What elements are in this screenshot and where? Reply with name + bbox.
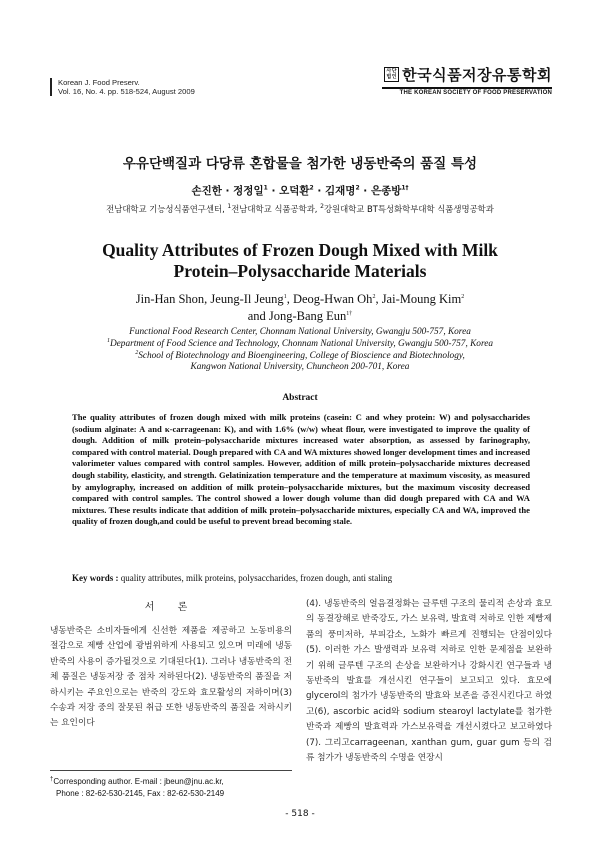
page-number: - 518 -: [285, 809, 315, 819]
english-title: Quality Attributes of Frozen Dough Mixed with Milk Protein–Polysaccharide Materials: [102, 240, 498, 281]
korean-affiliation: 전남대학교 기능성식품연구센터, $^1$전남대학교 식품공학과, $^2$강원대학교 BT특성화학부대학 식품생명공학과: [106, 203, 494, 214]
journal-name: Korean J. Food Preserv.: [58, 78, 140, 87]
society-name-korean: 한국식품저장유통학회: [402, 66, 552, 84]
keywords-label: Key words :: [72, 573, 119, 583]
abstract-heading: Abstract: [282, 393, 318, 403]
keywords: [72, 573, 530, 583]
english-authors: Jin-Han Shon, Jeung-Il Jeung$^1$, Deog-Hwan Oh$^2$, Jai-Moung Kim$^2$ and Jong-Bang Eun$^{1\dagger}$: [135, 292, 465, 323]
society-seal: 사단 법인: [384, 67, 399, 82]
keywords-text: quality attributes, milk proteins, polysaccharides, frozen dough, anti staling: [120, 573, 393, 583]
korean-title: 우유단백질과 다당류 혼합물을 첨가한 냉동반죽의 품질 특성: [122, 156, 478, 172]
section-heading-intro: 서 론: [144, 602, 198, 613]
korean-authors: 손진한 · 정정일$^1$ · 오덕환$^2$ · 김재명$^2$ · 은종방$^{1\dagger}$: [191, 184, 409, 197]
journal-citation: [50, 78, 195, 96]
society-logo: [382, 64, 552, 96]
dagger-mark: †: [50, 776, 54, 783]
journal-volume: Vol. 16, No. 4. pp. 518-524, August 2009: [58, 87, 195, 96]
intro-right-column: (4). 냉동반죽의 얼음결정화는 글루텐 구조의 물리적 손상과 효모의 동결장해로 반죽강도, 가스 보유력, 발효력 저하로 인한 제빵제품의 풍미저하, 부피감소, 노화가 빠르게 진행되는 단점이있다(5). 이러한 가스 발생력과 보유력 저하로 인한 문제점을 보완하기 위해 글루텐 구조의 손상을 보완하거나 강화시킨 연구들과 냉동반죽의 발효를 개선시킨 연구들이 보고되고 있다. 효모에 glycerol의 첨가가 냉동반죽의 발효와 보존을 증진시킨다고 하였고(6), ascorbic acid와 sodium stearoyl lactylate를 첨가한 반죽과 제빵의 발효력과 가스보유력을 개선시켰다고 보고하였다(7). 그리고carrageenan, xanthan gum, guar gum 등의 검류 첨가가 냉동반죽의 수명을 연장시: [306, 599, 552, 764]
abstract-text: The quality attributes of frozen dough mixed with milk proteins (casein: C and whey protein: W) and polysaccharides (sodium alginate: A and κ-carrageenan: K), and with 1.6% (w/w) wheat flour, were investigated to improve the quality of dough. Addition of milk protein–polysaccharide mixtures increased water absorption, as assessed by farinography, compared with control material. Dough prepared with CA and WA mixtures showed longer development times and increased valorimeter values compared with control samples. However, addition of milk protein–polysaccharide mixtures decreased dough stability, elasticity, and strength. Gelatinization temperature and the temperature at maximum viscosity, as measured by amylography, increased on addition of milk protein–polysaccharide mixtures, but the maximum viscosity decreased compared with control samples. The control showed a lower dough volume than did dough prepared with CA and WA mixtures. These results indicate that addition of milk protein–polysaccharide mixtures, especially CA and WA, improved the quality of frozen dough,and could be useful to prevent bread becoming stale.: [72, 412, 530, 527]
intro-left-column: 냉동반죽은 소비자들에게 신선한 제품을 제공하고 노동비용의 절감으로 제빵 산업에 광범위하게 사용되고 있으며 미래에 냉동반죽의 사용이 증가될것으로 기대된다(1). 그러나 냉동반죽의 전체 품질은 냉동저장 중 점차 저하된다(2). 냉동반죽의 품질을 저하시키는 주요인으로는 반죽의 강도와 효모활성의 저하이며(3) 수송과 저장 중의 잘못된 취급 또한 냉동반죽의 품질을 저하시키는 요인이다: [50, 626, 292, 729]
english-affiliations: Functional Food Research Center, Chonnam National University, Gwangju 500-757, Korea $^1$Department of Food Science and Technology, Chonnam National University, Gwangju 500-757, Korea $^2$School of Biotechnology and Bioengineering, College of Bioscience and Biotechnology, Kangwon National University, Chuncheon 200-701, Korea: [106, 327, 494, 373]
society-name-english: THE KOREAN SOCIETY OF FOOD PRESERVATION: [382, 87, 552, 96]
corresponding-author-footnote: †Corresponding author. E-mail : jbeun@jnu.ac.kr, Phone : 82-62-530-2145, Fax : 82-62-530-2149: [50, 770, 292, 799]
